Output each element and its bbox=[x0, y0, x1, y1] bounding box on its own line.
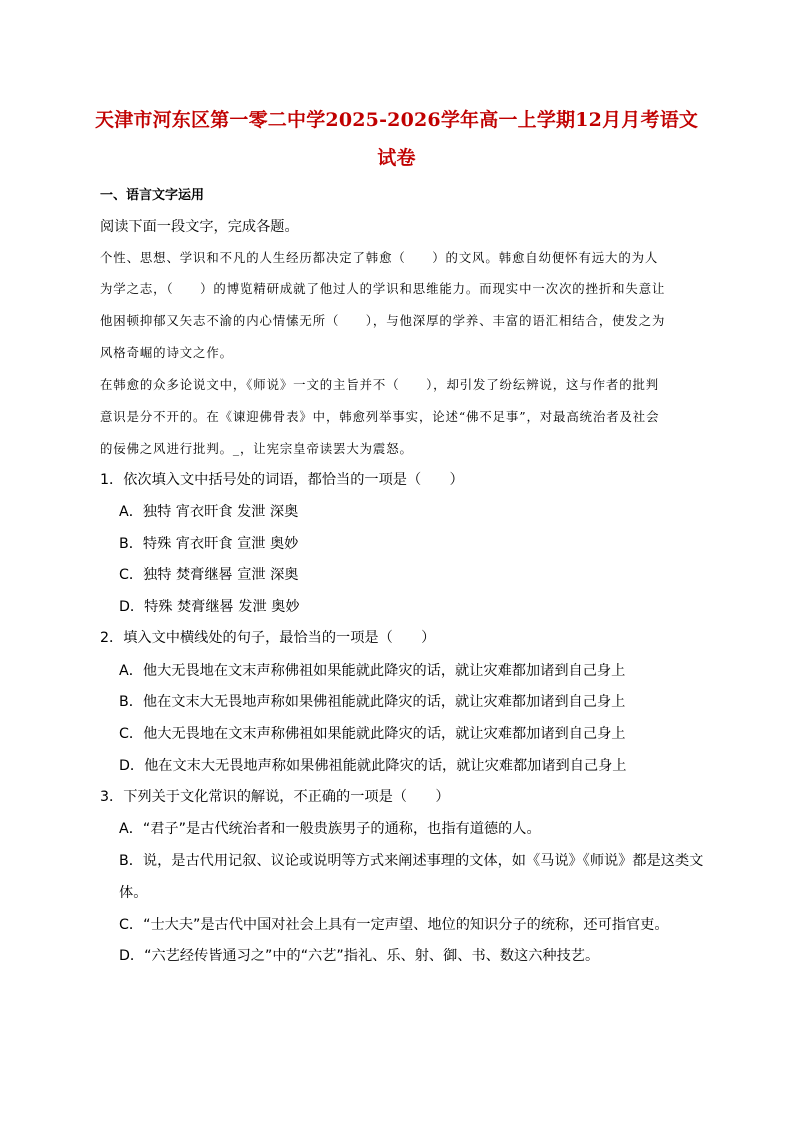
document-title-line-2: 试卷 bbox=[377, 147, 416, 169]
passage-line: 他困顿抑郁又矢志不渝的内心情愫无所（ ），与他深厚的学养、丰富的语汇相结合，使发之为 bbox=[100, 313, 666, 328]
passage-line: 的佞佛之风进行批判。_，让宪宗皇帝读罢大为震怒。 bbox=[100, 441, 413, 456]
document-title-line-1: 天津市河东区第一零二中学2025-2026学年高一上学期12月月考语文 bbox=[95, 109, 699, 131]
passage-line: 风格奇崛的诗文之作。 bbox=[100, 345, 233, 360]
question-1-stem: 1．依次填入文中括号处的词语，都恰当的一项是（ ） bbox=[100, 472, 464, 488]
question-3-option-a: A．“君子”是古代统治者和一般贵族男子的通称，也指有道德的人。 bbox=[119, 821, 541, 837]
question-3-option-d: D．“六艺经传皆通习之”中的“六艺”指礼、乐、射、御、书、数这六种技艺。 bbox=[119, 948, 600, 964]
question-2-option-d: D．他在文末大无畏地声称如果佛祖能就此降灾的话，就让灾难都加诸到自己身上 bbox=[119, 758, 627, 774]
question-2-option-b: B．他在文末大无畏地声称如果佛祖能就此降灾的话，就让灾难都加诸到自己身上 bbox=[119, 694, 626, 710]
question-1-option-a: A．独特 宵衣旰食 发泄 深奥 bbox=[119, 504, 299, 520]
passage-line: 个性、思想、学识和不凡的人生经历都决定了韩愈（ ）的文风。韩愈自幼便怀有远大的为人 bbox=[100, 250, 659, 265]
question-3-option-b-continued: 体。 bbox=[119, 885, 148, 901]
question-2-option-c: C．他大无畏地在文末声称佛祖如果能就此降灾的话，就让灾难都加诸到自己身上 bbox=[119, 726, 626, 742]
question-1-option-d: D．特殊 焚膏继晷 发泄 奥妙 bbox=[119, 599, 300, 615]
question-1-option-b: B．特殊 宵衣旰食 宣泄 奥妙 bbox=[119, 536, 299, 552]
reading-instruction: 阅读下面一段文字，完成各题。 bbox=[100, 219, 299, 235]
passage-line: 意识是分不开的。在《谏迎佛骨表》中，韩愈列举事实，论述“佛不足事”，对最高统治者及社会 bbox=[100, 409, 660, 424]
question-2-option-a: A．他大无畏地在文末声称佛祖如果能就此降灾的话，就让灾难都加诸到自己身上 bbox=[119, 663, 626, 679]
question-1-option-c: C．独特 焚膏继晷 宣泄 深奥 bbox=[119, 567, 299, 583]
passage-line: 为学之志，（ ）的博览精研成就了他过人的学识和思维能力。而现实中一次次的挫折和失意让 bbox=[100, 281, 666, 296]
question-2-stem: 2．填入文中横线处的句子，最恰当的一项是（ ） bbox=[100, 630, 436, 646]
question-3-option-c: C．“士大夫”是古代中国对社会上具有一定声望、地位的知识分子的统称，还可指官吏。 bbox=[119, 917, 669, 933]
section-heading: 一、语言文字运用 bbox=[100, 188, 205, 203]
question-3-stem: 3．下列关于文化常识的解说，不正确的一项是（ ） bbox=[100, 789, 450, 805]
question-3-option-b: B．说，是古代用记叙、议论或说明等方式来阐述事理的文体，如《马说》《师说》都是这类文 bbox=[119, 853, 704, 869]
passage-line: 在韩愈的众多论说文中，《师说》一文的主旨并不（ ），却引发了纷纭辨说，这与作者的批判 bbox=[100, 377, 660, 392]
